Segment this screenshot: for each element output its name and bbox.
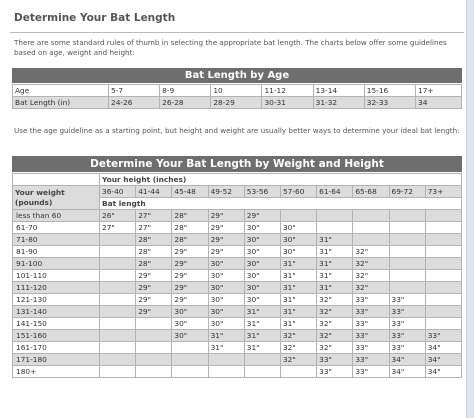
bat-length-cell: 28" — [172, 222, 208, 234]
weight-range-cell: 91-100 — [13, 258, 100, 270]
bat-length-cell: 28" — [136, 246, 172, 258]
bat-length-cell — [353, 222, 389, 234]
bat-length-cell — [425, 294, 461, 306]
bat-length-cell: 32" — [317, 294, 353, 306]
bat-length-cell — [425, 306, 461, 318]
bat-length-cell: 33" — [353, 318, 389, 330]
bat-length-cell: 30" — [244, 222, 280, 234]
bat-length-cell — [100, 306, 136, 318]
age-table-heading: Bat Length by Age — [12, 68, 462, 83]
bat-length-cell: 32" — [317, 330, 353, 342]
bat-length-cell — [136, 354, 172, 366]
page-title: Determine Your Bat Length — [14, 12, 176, 24]
bat-length-cell — [317, 222, 353, 234]
age-cell: 8-9 — [160, 85, 211, 97]
bat-length-cell — [353, 210, 389, 222]
bat-length-cell: 31" — [317, 270, 353, 282]
bat-length-cell — [244, 354, 280, 366]
bat-length-cell — [100, 282, 136, 294]
height-cell: 61-64 — [317, 186, 353, 198]
weight-label: Your weight (pounds) — [13, 186, 100, 210]
bat-length-cell — [389, 282, 425, 294]
bat-length-cell: 34" — [425, 366, 461, 378]
bat-length-cell — [425, 270, 461, 282]
length-cell: 31-32 — [313, 97, 364, 109]
bat-length-cell: 33" — [353, 330, 389, 342]
page-scrollbar-edge — [466, 0, 474, 418]
bat-length-cell: 29" — [136, 294, 172, 306]
bat-length-cell — [136, 318, 172, 330]
title-divider — [10, 32, 464, 33]
bat-length-cell: 33" — [317, 354, 353, 366]
bat-length-cell — [389, 246, 425, 258]
bat-length-cell — [244, 366, 280, 378]
weight-row — [13, 222, 462, 234]
bat-length-cell — [172, 342, 208, 354]
bat-length-cell — [389, 258, 425, 270]
bat-length-cell — [100, 366, 136, 378]
bat-length-cell — [100, 258, 136, 270]
weight-range-cell: 101-110 — [13, 270, 100, 282]
bat-length-cell: 27" — [136, 222, 172, 234]
length-cell: 34 — [416, 97, 462, 109]
age-cell: 13-14 — [313, 85, 364, 97]
height-cell: 41-44 — [136, 186, 172, 198]
bat-length-cell: 33" — [353, 294, 389, 306]
bat-length-cell — [280, 366, 316, 378]
bat-length-cell — [389, 234, 425, 246]
bat-length-cell: 29" — [172, 294, 208, 306]
bat-length-cell: 31" — [208, 330, 244, 342]
bat-length-cell: 33" — [389, 294, 425, 306]
bat-length-cell — [425, 222, 461, 234]
intro-text: There are some standard rules of thumb in selecting the appropriate bat length. The charts below offer some guidelines based on age, weight and height: — [14, 38, 447, 57]
bat-length-cell: 32" — [353, 246, 389, 258]
age-table — [12, 84, 462, 109]
bat-length-cell: 31" — [280, 258, 316, 270]
bat-length-cell: 33" — [389, 318, 425, 330]
weight-range-cell: 141-150 — [13, 318, 100, 330]
age-cell: 11-12 — [262, 85, 313, 97]
bat-length-cell: 30" — [208, 306, 244, 318]
weight-row — [13, 354, 462, 366]
bat-length-cell: 31" — [244, 306, 280, 318]
bat-length-cell — [425, 318, 461, 330]
bat-length-cell: 27" — [100, 222, 136, 234]
bat-length-cell: 32" — [317, 342, 353, 354]
weight-row — [13, 342, 462, 354]
bat-length-cell: 32" — [353, 270, 389, 282]
bat-length-cell — [208, 354, 244, 366]
bat-length-cell — [425, 258, 461, 270]
bat-length-cell — [100, 330, 136, 342]
bat-length-cell: 33" — [353, 306, 389, 318]
bat-length-cell: 28" — [172, 234, 208, 246]
bat-length-cell: 27" — [136, 210, 172, 222]
height-cell: 65-68 — [353, 186, 389, 198]
bat-length-cell — [389, 270, 425, 282]
height-cell: 36-40 — [100, 186, 136, 198]
age-row — [13, 85, 462, 97]
bat-length-cell: 28" — [136, 234, 172, 246]
bat-length-cell: 31" — [317, 246, 353, 258]
bat-length-cell: 31" — [280, 294, 316, 306]
weight-row — [13, 270, 462, 282]
age-cell: 5-7 — [109, 85, 160, 97]
bat-length-cell: 34" — [389, 354, 425, 366]
bat-length-cell: 30" — [208, 270, 244, 282]
bat-length-cell: 28" — [136, 258, 172, 270]
bat-length-cell — [100, 294, 136, 306]
bat-length-cell: 33" — [389, 306, 425, 318]
height-label: Your height (inches) — [100, 174, 462, 186]
length-row — [13, 97, 462, 109]
bat-length-cell: 32" — [280, 354, 316, 366]
bat-length-cell: 33" — [389, 330, 425, 342]
length-label: Bat Length (in) — [13, 97, 109, 109]
weight-range-cell: 71-80 — [13, 234, 100, 246]
bat-length-cell: 32" — [353, 258, 389, 270]
bat-length-cell: 29" — [136, 282, 172, 294]
height-header-row — [13, 174, 462, 186]
bat-length-cell — [280, 210, 316, 222]
weight-row — [13, 282, 462, 294]
bat-length-cell: 32" — [280, 330, 316, 342]
age-label: Age — [13, 85, 109, 97]
weight-range-cell: 131-140 — [13, 306, 100, 318]
bat-length-cell: 30" — [244, 234, 280, 246]
bat-length-cell — [172, 354, 208, 366]
weight-range-cell: 81-90 — [13, 246, 100, 258]
bat-length-cell: 31" — [317, 258, 353, 270]
bat-length-cell: 31" — [280, 306, 316, 318]
corner-cell — [13, 174, 100, 186]
bat-length-cell: 31" — [280, 282, 316, 294]
weight-row — [13, 294, 462, 306]
weight-range-cell: 180+ — [13, 366, 100, 378]
height-cell: 69-72 — [389, 186, 425, 198]
weight-height-table — [12, 173, 462, 378]
bat-length-cell: 29" — [244, 210, 280, 222]
length-cell: 24-26 — [109, 97, 160, 109]
bat-length-cell: 30" — [208, 282, 244, 294]
bat-length-cell: 29" — [208, 234, 244, 246]
bat-length-cell: 30" — [280, 246, 316, 258]
bat-length-cell: 28" — [172, 210, 208, 222]
bat-length-cell: 29" — [136, 306, 172, 318]
bat-length-cell: 30" — [208, 294, 244, 306]
weight-range-cell: 161-170 — [13, 342, 100, 354]
bat-length-cell: 30" — [280, 222, 316, 234]
bat-length-cell: 30" — [172, 318, 208, 330]
bat-length-cell — [425, 234, 461, 246]
length-cell: 30-31 — [262, 97, 313, 109]
bat-length-cell: 33" — [353, 366, 389, 378]
bat-length-cell: 29" — [136, 270, 172, 282]
bat-length-cell: 29" — [172, 282, 208, 294]
bat-length-cell: 30" — [244, 282, 280, 294]
bat-length-cell: 33" — [389, 342, 425, 354]
bat-length-cell — [425, 210, 461, 222]
height-cell: 45-48 — [172, 186, 208, 198]
bat-length-cell: 31" — [317, 282, 353, 294]
bat-length-cell — [317, 210, 353, 222]
bat-length-cell — [136, 366, 172, 378]
length-cell: 28-29 — [211, 97, 262, 109]
bat-length-cell — [100, 270, 136, 282]
age-cell: 15-16 — [364, 85, 415, 97]
bat-length-cell — [425, 282, 461, 294]
bat-length-cell: 29" — [172, 258, 208, 270]
bat-length-cell: 31" — [244, 342, 280, 354]
bat-length-label: Bat length — [100, 198, 462, 210]
weight-row — [13, 318, 462, 330]
weight-row — [13, 234, 462, 246]
bat-length-cell: 29" — [172, 270, 208, 282]
bat-length-cell — [136, 342, 172, 354]
bat-length-cell — [100, 342, 136, 354]
guideline-text: Use the age guideline as a starting point, but height and weight are usually better ways to determine your ideal bat length: — [14, 126, 460, 135]
bat-length-cell — [389, 222, 425, 234]
bat-length-cell: 31" — [244, 330, 280, 342]
height-cell: 53-56 — [244, 186, 280, 198]
weight-range-cell: 61-70 — [13, 222, 100, 234]
bat-length-cell — [425, 246, 461, 258]
weight-range-cell: 171-180 — [13, 354, 100, 366]
weight-row — [13, 210, 462, 222]
age-cell: 10 — [211, 85, 262, 97]
bat-length-cell: 30" — [280, 234, 316, 246]
height-values-row — [13, 186, 462, 198]
bat-length-cell: 32" — [280, 342, 316, 354]
bat-length-cell: 30" — [244, 246, 280, 258]
bat-length-cell: 30" — [208, 318, 244, 330]
bat-length-cell — [353, 234, 389, 246]
bat-length-cell: 31" — [280, 270, 316, 282]
bat-length-cell — [100, 246, 136, 258]
weight-row — [13, 366, 462, 378]
bat-length-cell: 33" — [317, 366, 353, 378]
weight-range-cell: 151-160 — [13, 330, 100, 342]
bat-length-cell: 33" — [353, 354, 389, 366]
bat-length-cell: 32" — [317, 318, 353, 330]
bat-length-cell — [136, 330, 172, 342]
bat-length-cell: 31" — [317, 234, 353, 246]
bat-length-cell — [172, 366, 208, 378]
bat-length-cell: 30" — [244, 258, 280, 270]
bat-length-cell: 26" — [100, 210, 136, 222]
bat-length-cell: 32" — [317, 306, 353, 318]
height-cell: 49-52 — [208, 186, 244, 198]
bat-length-cell: 33" — [425, 330, 461, 342]
bat-length-cell — [100, 354, 136, 366]
weight-row — [13, 330, 462, 342]
bat-length-cell: 30" — [172, 330, 208, 342]
height-cell: 57-60 — [280, 186, 316, 198]
weight-row — [13, 306, 462, 318]
bat-length-cell: 30" — [208, 258, 244, 270]
bat-length-cell: 29" — [208, 222, 244, 234]
height-cell: 73+ — [425, 186, 461, 198]
bat-length-cell: 29" — [172, 246, 208, 258]
weight-row — [13, 258, 462, 270]
weight-range-cell: less than 60 — [13, 210, 100, 222]
bat-length-cell: 29" — [208, 210, 244, 222]
bat-length-cell: 30" — [244, 294, 280, 306]
bat-length-cell: 34" — [425, 342, 461, 354]
bat-length-cell: 30" — [172, 306, 208, 318]
bat-length-cell: 31" — [244, 318, 280, 330]
weight-range-cell: 111-120 — [13, 282, 100, 294]
bat-length-cell: 29" — [208, 246, 244, 258]
bat-length-cell: 31" — [280, 318, 316, 330]
bat-length-cell — [100, 318, 136, 330]
bat-length-cell: 31" — [208, 342, 244, 354]
bat-length-cell — [208, 366, 244, 378]
bat-length-cell: 34" — [425, 354, 461, 366]
weight-range-cell: 121-130 — [13, 294, 100, 306]
length-cell: 26-28 — [160, 97, 211, 109]
length-cell: 32-33 — [364, 97, 415, 109]
bat-length-cell: 34" — [389, 366, 425, 378]
bat-length-cell: 33" — [353, 342, 389, 354]
bat-length-cell — [100, 234, 136, 246]
bat-length-cell: 30" — [244, 270, 280, 282]
bat-length-cell: 32" — [353, 282, 389, 294]
age-cell: 17+ — [416, 85, 462, 97]
weight-table-heading: Determine Your Bat Length by Weight and Height — [12, 156, 462, 172]
bat-length-cell — [389, 210, 425, 222]
weight-row — [13, 246, 462, 258]
